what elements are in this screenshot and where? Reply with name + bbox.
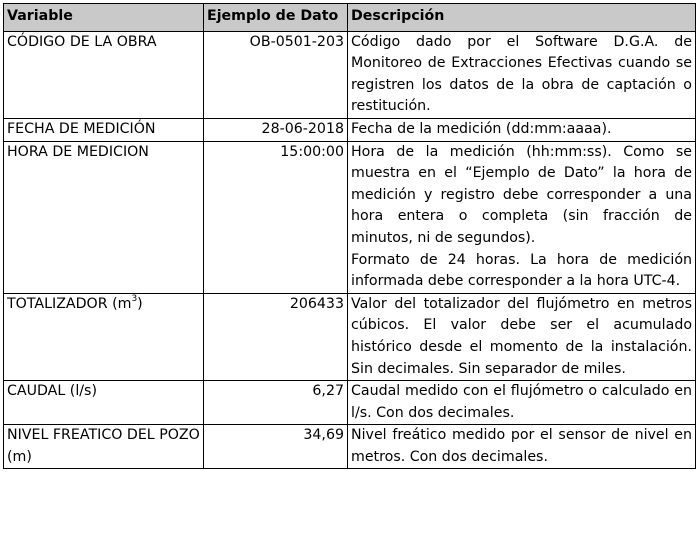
table-header-row bbox=[4, 4, 696, 32]
description-text: Valor del totalizador del flujómetro en metros cúbicos. El valor debe ser el acumulado histórico desde el momento de la instalación. Sin decimales. Sin separador de miles. bbox=[351, 295, 692, 377]
data-dictionary-table bbox=[3, 3, 696, 469]
table-row bbox=[4, 141, 696, 293]
variable-name: NIVEL FREATICO DEL POZO (m) bbox=[7, 427, 200, 465]
description-cell bbox=[348, 118, 696, 141]
header-variable: Variable bbox=[4, 4, 204, 32]
description-text: Hora de la medición (hh:mm:ss). Como se muestra en el “Ejemplo de Dato” la hora de medición y registro debe corresponder a una hora entera o completa (sin fracción de minutos, ni de segundos). bbox=[351, 143, 692, 246]
superscript: 3 bbox=[131, 293, 138, 304]
table-row bbox=[4, 118, 696, 141]
description-text: Caudal medido con el flujómetro o calculado en l/s. Con dos decimales. bbox=[351, 383, 692, 421]
table-row bbox=[4, 381, 696, 425]
variable-cell bbox=[4, 118, 204, 141]
example-cell: OB-0501-203 bbox=[204, 31, 348, 118]
description-cell bbox=[348, 293, 696, 380]
variable-cell bbox=[4, 293, 204, 380]
variable-cell bbox=[4, 141, 204, 293]
variable-cell bbox=[4, 425, 204, 469]
table-row bbox=[4, 425, 696, 469]
variable-name: FECHA DE MEDICIÓN bbox=[7, 120, 156, 137]
header-description: Descripción bbox=[348, 4, 696, 32]
description-text: Código dado por el Software D.G.A. de Monitoreo de Extracciones Efectivas cuando se registren los datos de la obra de captación o restitución. bbox=[351, 33, 692, 115]
description-cell bbox=[348, 381, 696, 425]
example-cell: 206433 bbox=[204, 293, 348, 380]
example-cell: 28-06-2018 bbox=[204, 118, 348, 141]
example-cell: 6,27 bbox=[204, 381, 348, 425]
table-row bbox=[4, 293, 696, 380]
variable-name: TOTALIZADOR $(m^3)$ bbox=[7, 293, 143, 312]
header-example: Ejemplo de Dato bbox=[204, 4, 348, 32]
variable-cell bbox=[4, 381, 204, 425]
example-cell: 34,69 bbox=[204, 425, 348, 469]
variable-name: CAUDAL (l/s) bbox=[7, 383, 97, 400]
description-cell bbox=[348, 31, 696, 118]
description-cell bbox=[348, 141, 696, 293]
description-text: Formato de 24 horas. La hora de medición informada debe corresponder a la hora UTC-4. bbox=[351, 251, 692, 290]
table-row bbox=[4, 31, 696, 118]
example-cell: 15:00:00 bbox=[204, 141, 348, 293]
description-cell bbox=[348, 425, 696, 469]
variable-cell bbox=[4, 31, 204, 118]
variable-name: HORA DE MEDICION bbox=[7, 143, 149, 160]
description-text: Fecha de la medición (dd:mm:aaaa). bbox=[351, 120, 612, 137]
description-text: Nivel freático medido por el sensor de nivel en metros. Con dos decimales. bbox=[351, 427, 692, 465]
variable-name: CÓDIGO DE LA OBRA bbox=[7, 33, 157, 50]
